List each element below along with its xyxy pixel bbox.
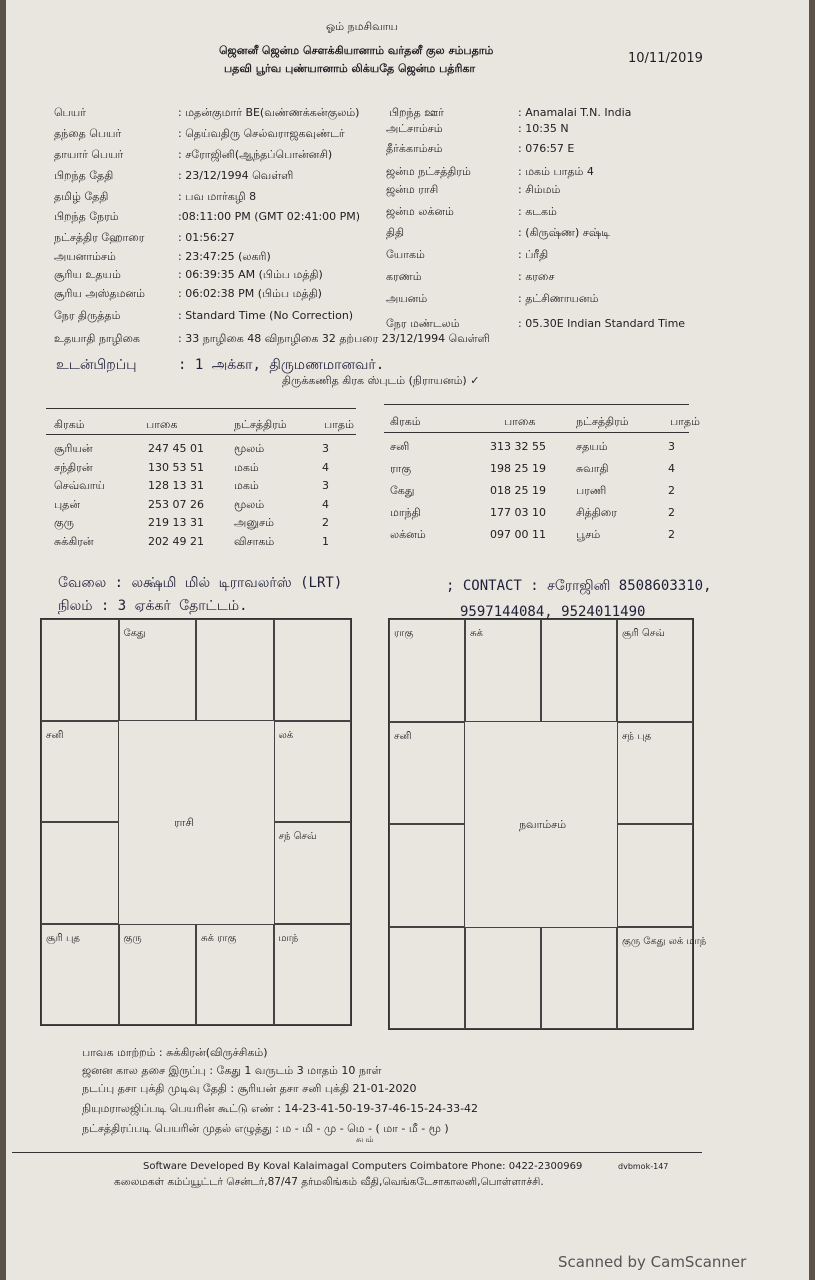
table-cell: சந்திரன் (54, 460, 93, 474)
footer-line: சுபம் (356, 1135, 374, 1144)
table-cell: 202 49 21 (148, 534, 204, 548)
detail-value: : 06:39:35 AM (பிம்ப மத்தி) (178, 268, 323, 281)
header-line-2: பதவி பூர்வ புண்யானாம் லிக்யதே ஜென்ம பத்ரிகா (224, 62, 476, 75)
footer-line: நட்சத்திரப்படி பெயரின் முதல் எழுத்து : ம - மி - மு - மெ - ( மா - மீ - மூ ) (82, 1122, 449, 1135)
detail-value: : மகம் பாதம் 4 (518, 165, 594, 178)
detail-label: கரணம் (386, 270, 422, 283)
table-cell: மகம் (234, 460, 259, 474)
table-cell: 018 25 19 (490, 484, 546, 497)
detail-value: : தெய்வதிரு செல்வராஜகவுண்டர் (178, 127, 345, 140)
table-header: நட்சத்திரம் (234, 418, 287, 431)
detail-label: தமிழ் தேதி (54, 190, 109, 203)
table-cell: பூசம் (576, 528, 601, 541)
table-left-top-rule (46, 408, 356, 409)
table-header: பாகை (146, 418, 178, 431)
chart-house: சந் செவ் (274, 822, 352, 924)
table-cell: செவ்வாய் (54, 479, 105, 492)
detail-value: : 33 நாழிகை 48 விநாழிகை 32 தற்பரை 23/12/1994 வெள்ளி (178, 332, 490, 345)
chart-house: கேது (119, 619, 197, 721)
detail-label: தீர்க்காம்சம் (386, 142, 443, 155)
detail-value: : (கிருஷ்ண) சஷ்டி (518, 226, 610, 239)
table-cell: 4 (322, 460, 329, 474)
navamsa-chart (388, 618, 707, 1030)
table-cell: சூரியன் (54, 442, 93, 455)
chart-center-label: நவாம்சம் (519, 818, 567, 831)
detail-value: :08:11:00 PM (GMT 02:41:00 PM) (178, 210, 361, 223)
chart-house: சனி (41, 721, 119, 823)
table-cell: 3 (668, 440, 675, 453)
chart-house (617, 824, 693, 927)
table-cell: 2 (322, 516, 329, 529)
chart-house (274, 619, 352, 721)
table-cell: 3 (322, 479, 329, 492)
chart-house: சந் புத (617, 722, 693, 825)
chart-house: குரு கேது லக் மாந் (617, 927, 693, 1030)
table-cell: 247 45 01 (148, 442, 204, 455)
chart-house (41, 619, 119, 721)
table-cell: சதயம் (576, 440, 608, 453)
table-cell: புதன் (54, 497, 81, 511)
software-code: dvbmok-147 (618, 1162, 669, 1171)
table-cell: அனுசம் (234, 516, 274, 529)
chart-title: திருக்கணித கிரக ஸ்புடம் (நிராயனம்) ✓ (282, 374, 480, 387)
table-cell: குரு (54, 516, 74, 529)
table-cell: 128 13 31 (148, 479, 204, 492)
detail-label: சூரிய அஸ்தமனம் (54, 287, 145, 300)
detail-label: சூரிய உதயம் (54, 268, 121, 281)
table-cell: கேது (390, 484, 415, 497)
footer-line: ஜனன கால தசை இருப்பு : கேது 1 வருடம் 3 மாதம் 10 நாள் (82, 1064, 382, 1077)
table-cell: 2 (668, 528, 675, 541)
handwritten-work: வேலை : லக்ஷ்மி மில் டிராவலர்ஸ் (LRT) (58, 575, 343, 591)
table-cell: பரணி (576, 484, 607, 497)
table-right-top-rule (384, 404, 689, 405)
detail-value: : Standard Time (No Correction) (178, 309, 354, 322)
chart-house (541, 927, 617, 1030)
detail-label: அயனம் (386, 292, 428, 305)
detail-value: : 10:35 N (518, 122, 569, 135)
footer-line: பாவக மாற்றம் : சுக்கிரன்(விருச்சிகம்) (82, 1046, 268, 1059)
chart-house: லக் (274, 721, 352, 823)
chart-house: ராகு (389, 619, 465, 722)
chart-center-label: ராசி (174, 816, 195, 829)
detail-value: : 23/12/1994 வெள்ளி (178, 169, 294, 182)
detail-value: : சரோஜினி(ஆந்தப்பொன்னசி) (178, 148, 333, 161)
detail-label: ஜன்ம நட்சத்திரம் (386, 165, 471, 178)
software-credit: Software Developed By Koval Kalaimagal Computers Coimbatore Phone: 0422-2300969 (143, 1161, 583, 1172)
chart-house (196, 619, 274, 721)
scanner-watermark: Scanned by CamScanner (558, 1253, 747, 1271)
detail-label: தாயார் பெயர் (54, 148, 124, 161)
detail-value: : 076:57 E (518, 142, 575, 155)
detail-label: பிறந்த தேதி (54, 169, 114, 182)
table-cell: சனி (390, 440, 410, 453)
detail-label: பிறந்த நேரம் (54, 210, 119, 223)
header-date: 10/11/2019 (628, 51, 703, 66)
horoscope-document (6, 0, 809, 1280)
detail-label: நட்சத்திர ஹோரை (54, 231, 145, 244)
chart-house: சுக் (465, 619, 541, 722)
handwritten-sibling-value: : 1 அக்கா, திருமணமானவர். (178, 357, 385, 373)
detail-label: நேர மண்டலம் (386, 317, 460, 330)
table-cell: மூலம் (234, 442, 265, 455)
table-cell: 313 32 55 (490, 440, 546, 453)
detail-label: ஜன்ம ராசி (386, 183, 439, 196)
table-cell: 2 (668, 506, 675, 519)
detail-label: அயனாம்சம் (54, 250, 116, 263)
handwritten-numbers: 9597144084, 9524011490 (460, 604, 646, 620)
detail-label: அட்சாம்சம் (386, 122, 443, 135)
chart-house (389, 824, 465, 927)
table-header: கிரகம் (54, 418, 85, 431)
table-cell: மாந்தி (390, 506, 421, 519)
detail-value: : பவ மார்கழி 8 (178, 190, 257, 203)
table-cell: 4 (668, 462, 675, 475)
table-cell: மூலம் (234, 497, 265, 511)
detail-label: நேர திருத்தம் (54, 309, 121, 322)
header-line-1: ஜெனனீ ஜென்ம சௌக்கியானாம் வர்தனீ குல சம்பதாம் (219, 44, 494, 57)
detail-label: திதி (386, 226, 405, 239)
detail-label: யோகம் (386, 248, 425, 261)
table-cell: 219 13 31 (148, 516, 204, 529)
table-cell: 1 (322, 534, 329, 548)
table-left-header-rule (46, 434, 356, 435)
footer-line: நடப்பு தசா புக்தி முடிவு தேதி : சூரியன் தசா சனி புக்தி 21-01-2020 (82, 1082, 417, 1095)
table-cell: 2 (668, 484, 675, 497)
table-cell: விசாகம் (234, 534, 275, 548)
handwritten-sibling-label: உடன்பிறப்பு (56, 357, 137, 373)
table-cell: லக்னம் (390, 528, 426, 541)
chart-house: மாந் (274, 924, 352, 1026)
table-header: கிரகம் (390, 415, 421, 428)
software-address: கலைமகள் கம்ப்யூட்டர் சென்டர்,87/47 தர்மலிங்கம் வீதி,வெங்கடேசாகாலனி,பொள்ளாச்சி. (114, 1176, 544, 1188)
detail-value: : தட்சிணாயனம் (518, 292, 599, 305)
detail-value: : மதன்குமார் BE(வண்ணக்கன்குலம்) (178, 106, 360, 119)
table-header: பாதம் (324, 418, 354, 431)
detail-label: ஜன்ம லக்னம் (386, 205, 454, 218)
detail-label: பெயர் (54, 106, 86, 119)
chart-house: சுக் ராகு (196, 924, 274, 1026)
handwritten-land: நிலம் : 3 ஏக்கர் தோட்டம். (58, 598, 248, 614)
chart-house (41, 822, 119, 924)
detail-label: உதயாதி நாழிகை (54, 332, 140, 345)
table-header: நட்சத்திரம் (576, 415, 629, 428)
chart-house (389, 927, 465, 1030)
detail-value: : Anamalai T.N. India (518, 106, 632, 119)
table-cell: மகம் (234, 479, 259, 492)
table-cell: 177 03 10 (490, 506, 546, 519)
table-header: பாதம் (670, 415, 700, 428)
table-cell: 253 07 26 (148, 497, 204, 511)
table-cell: 3 (322, 442, 329, 455)
detail-label: பிறந்த ஊர் (389, 106, 444, 119)
detail-value: : கரசை (518, 270, 555, 283)
table-cell: ராகு (390, 462, 412, 475)
rasi-chart (40, 618, 352, 1026)
footer-rule (12, 1152, 702, 1153)
table-cell: சுவாதி (576, 462, 609, 475)
footer-line: நியுமராலஜிப்படி பெயரின் கூட்டு எண் : 14-23-41-50-19-37-46-15-24-33-42 (82, 1102, 479, 1115)
table-right-header-rule (384, 432, 689, 433)
chart-house (465, 927, 541, 1030)
table-header: பாகை (504, 415, 536, 428)
detail-value: : சிம்மம் (518, 183, 561, 196)
invocation-text: ஓம் நமசிவாய (326, 20, 398, 33)
table-cell: சித்திரை (576, 506, 617, 519)
table-cell: சுக்கிரன் (54, 534, 94, 548)
chart-house: குரு (119, 924, 197, 1026)
table-cell: 097 00 11 (490, 528, 546, 541)
table-cell: 4 (322, 497, 329, 511)
detail-value: : 01:56:27 (178, 231, 235, 244)
detail-value: : 23:47:25 (லகரி) (178, 250, 271, 263)
handwritten-contact: ; CONTACT : சரோஜினி 8508603310, (446, 578, 712, 594)
chart-house (541, 619, 617, 722)
chart-house: சூரி புத (41, 924, 119, 1026)
table-cell: 198 25 19 (490, 462, 546, 475)
detail-label: தந்தை பெயர் (54, 127, 122, 140)
table-cell: 130 53 51 (148, 460, 204, 474)
detail-value: : 06:02:38 PM (பிம்ப மத்தி) (178, 287, 322, 300)
detail-value: : 05.30E Indian Standard Time (518, 317, 686, 330)
detail-value: : ப்ரீதி (518, 248, 549, 261)
detail-value: : கடகம் (518, 205, 557, 218)
chart-house: சூரி செவ் (617, 619, 693, 722)
chart-house: சனி (389, 722, 465, 825)
